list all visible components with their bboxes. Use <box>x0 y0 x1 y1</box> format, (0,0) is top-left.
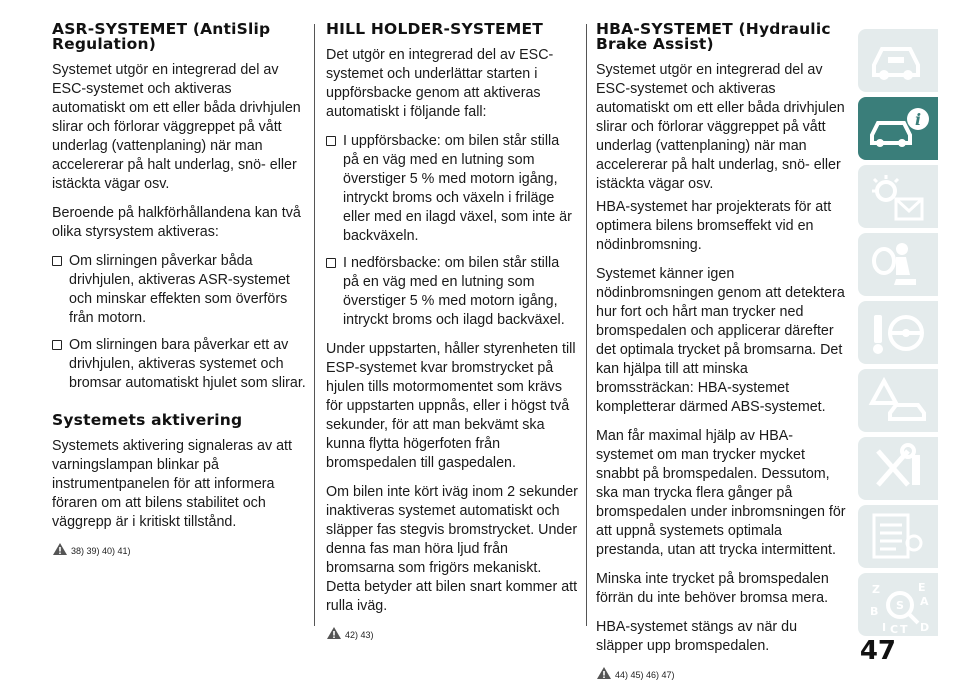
list-item: I uppförsbacke: om bilen står stilla på en väg med en lutning som överstiger 5 % med motorn igång, intryckt broms och växeln i friläge eller med en ilagd växel, som inte är backväxeln. <box>326 132 578 246</box>
warning-refs-text: 42) 43) <box>345 630 374 640</box>
warning-triangle-icon <box>596 666 612 680</box>
hill-para2: Under uppstarten, håller styrenheten till ESP-systemet kvar bromstrycket på hjulen tills motormomentet som krävs för uppstarten uppnås, eller i högst två sekunder, för att man bekvämt ska kunna flytta högerfoten från bromspedalen till gaspedalen. <box>326 341 576 471</box>
asr-bullet-list <box>52 252 306 393</box>
tools-icon <box>868 443 928 493</box>
warning-references <box>52 542 306 556</box>
checkbox-bullet-icon <box>52 340 62 350</box>
hill-bullet-list <box>326 132 578 330</box>
svg-text:D: D <box>920 621 930 634</box>
warning-refs-text: 44) 45) 46) 47) <box>615 670 675 680</box>
asr-intro: Systemet utgör en integrerad del av ESC-systemet och aktiveras automatiskt om ett eller båda drivhjulen slirar och förlorar väggreppet på vått underlag (vattenplaning) när man accelererar på halt underlag, snö- eller istäckta vägar osv. <box>52 62 301 192</box>
checkbox-bullet-icon <box>326 258 336 268</box>
hba-para2: HBA-systemet har projekterats för att optimera bilens bromseffekt vid en nödinbromsning. <box>596 199 832 253</box>
tab-car-info[interactable] <box>858 97 938 160</box>
hba-column <box>596 22 846 680</box>
hba-para3: Systemet känner igen nödinbromsningen genom att detektera hur fort och hårt man trycker ned bromspedalen och applicerar därefter det optimala trycket på bromsarna. Det kan hjälpa till att minska bromssträckan: HBA-systemet kompletterar därmed ABS-systemet. <box>596 266 845 415</box>
page-number: 47 <box>859 636 896 666</box>
tab-starting-driving[interactable] <box>858 301 938 364</box>
svg-text:Z: Z <box>872 583 880 596</box>
airbag-seat-icon <box>868 239 928 289</box>
tab-maintenance[interactable] <box>858 437 938 500</box>
steering-wheel-key-icon <box>868 307 928 357</box>
asr-para2: Beroende på halkförhållandena kan två olika styrsystem aktiveras: <box>52 205 301 240</box>
hill-holder-column <box>326 22 578 640</box>
list-item: Om slirningen bara påverkar ett av drivhjulen, aktiveras systemet och bromsar automatiskt hjulet som slirar. <box>52 336 306 393</box>
hba-para4: Man får maximal hjälp av HBA-systemet om man trycker mycket snabbt på bromspedalen. Dessutom, ska man trycka flera gånger på bromspedalen under inbromsningen för att uppnå systemets optimala prestanda, utan att trycka intermittent. <box>596 428 846 558</box>
svg-text:C: C <box>890 623 899 636</box>
svg-text:E: E <box>918 581 926 594</box>
column-divider <box>586 24 587 626</box>
warning-triangle-icon <box>52 542 68 556</box>
asr-column <box>52 22 306 556</box>
activation-heading: Systemets aktivering <box>52 411 243 429</box>
car-dashboard-icon <box>868 35 928 85</box>
svg-text:i: i <box>914 110 922 129</box>
activation-text: Systemets aktivering signaleras av att varningslampan blinkar på instrumentpanelen för att informera föraren om att bilens stabilitet och väggrepp är i kritiskt tillstånd. <box>52 438 292 530</box>
checkbox-bullet-icon <box>52 256 62 266</box>
warning-references <box>596 666 846 680</box>
chapter-tabs-sidebar <box>858 29 938 641</box>
list-item: Om slirningen påverkar båda drivhjulen, aktiveras ASR-systemet och minskar effekten som överförs från motorn. <box>52 252 306 328</box>
hba-para5: Minska inte trycket på bromspedalen förrän du inte behöver bromsa mera. <box>596 571 829 606</box>
warning-references <box>326 626 578 640</box>
svg-text:A: A <box>920 595 929 608</box>
checkbox-bullet-icon <box>326 136 336 146</box>
tab-emergency[interactable] <box>858 369 938 432</box>
car-info-icon <box>868 103 932 153</box>
warning-triangle-car-icon <box>868 375 928 425</box>
lights-message-icon <box>868 171 928 225</box>
tab-index[interactable] <box>858 573 938 636</box>
specifications-list-icon <box>868 511 928 561</box>
warning-triangle-icon <box>326 626 342 640</box>
svg-text:B: B <box>870 605 879 618</box>
warning-refs-text: 38) 39) 40) 41) <box>71 546 131 556</box>
hill-intro: Det utgör en integrerad del av ESC-systemet och underlättar starten i uppförsbacke genom att aktiveras automatiskt i följande fall: <box>326 47 554 120</box>
tab-dashboard[interactable] <box>858 29 938 92</box>
list-item: I nedförsbacke: om bilen står stilla på en väg med en lutning som överstiger 5 % med motorn igång, intryckt broms och ilagd backväxel. <box>326 254 578 330</box>
svg-text:I: I <box>882 621 887 634</box>
svg-text:T: T <box>900 623 908 636</box>
hba-para6: HBA-systemet stängs av när du släpper upp bromspedalen. <box>596 619 798 654</box>
asr-heading: ASR-SYSTEMET (AntiSlip Regulation) <box>52 20 271 53</box>
svg-text:S: S <box>896 599 904 612</box>
tab-safety[interactable] <box>858 233 938 296</box>
hba-intro: Systemet utgör en integrerad del av ESC-systemet och aktiveras automatiskt om ett eller båda drivhjulen slirar och förlorar väggreppet på vått underlag (vattenplaning) när man accelererar på halt underlag, snö- eller istäckta vägar osv. <box>596 62 845 192</box>
column-divider <box>314 24 315 626</box>
hill-holder-heading: HILL HOLDER-SYSTEMET <box>326 20 544 38</box>
index-letters-icon <box>868 579 932 637</box>
hba-heading: HBA-SYSTEMET (Hydraulic Brake Assist) <box>596 20 831 53</box>
tab-lights-messages[interactable] <box>858 165 938 228</box>
hill-para3: Om bilen inte kört iväg inom 2 sekunder inaktiveras systemet automatiskt och släpper fas stegvis bromstrycket. Under denna fas man höra ljud från bromsarna som frigörs mekaniskt. Detta betyder att bilen snart kommer att rulla iväg. <box>326 484 578 614</box>
tab-technical-data[interactable] <box>858 505 938 568</box>
